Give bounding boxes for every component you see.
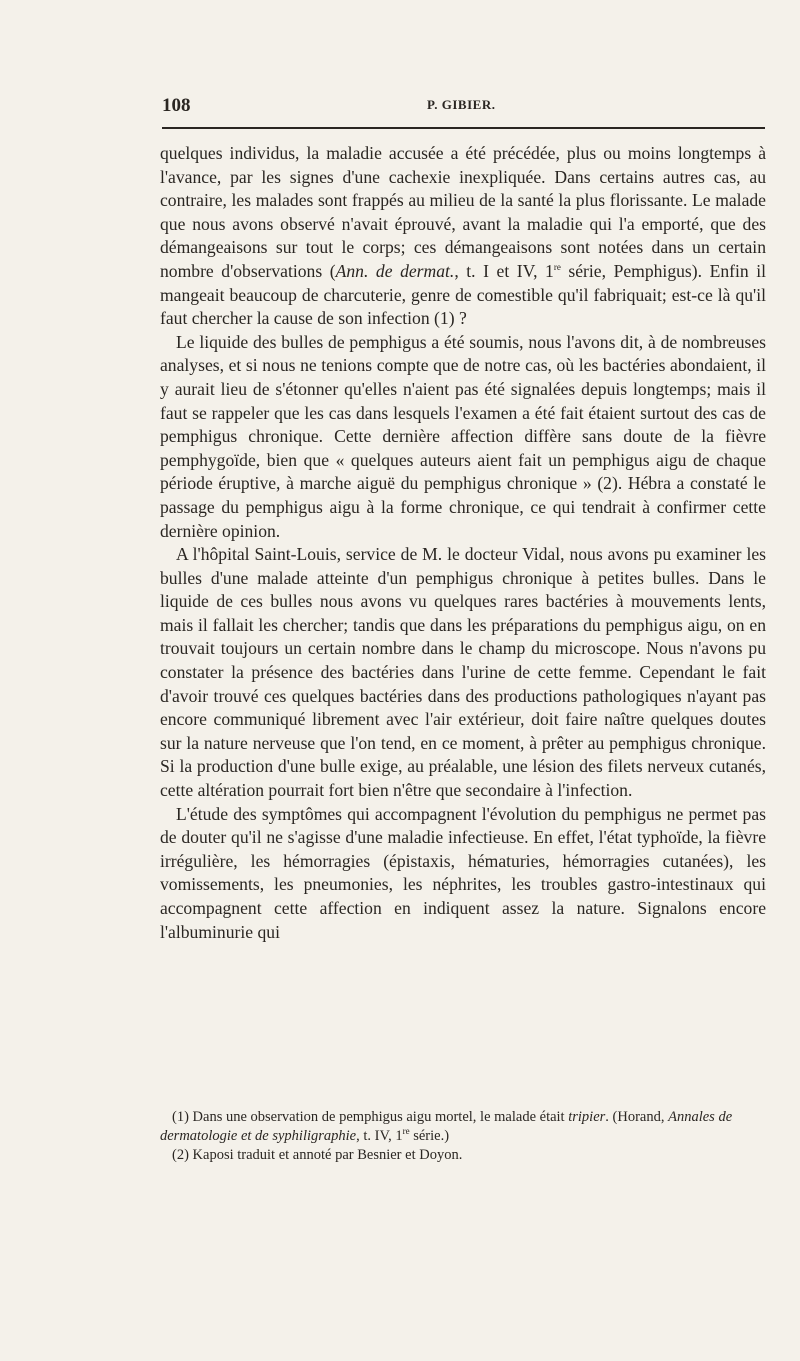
paragraph-3: A l'hôpital Saint-Louis, service de M. le docteur Vidal, nous avons pu examiner les bulles d'une malade atteinte d'un pemphigus chronique à petites bulles. Dans le liquide de ces bulles nous avons vu quelques rares bactéries à mouvements lents, mais il fallait les chercher; tandis que dans les préparations du pemphigus aigu, on en trouvait toujours un certain nombre dans le champ du microscope. Nous n'avons pu constater la présence des bactéries dans l'urine de cette femme. Cependant le fait d'avoir trouvé ces quelques bactéries dans des productions pathologiques n'ayant pas encore communiqué librement avec l'air extérieur, doit faire naître quelques doutes sur la nature nerveuse que l'on tend, en ce moment, à prêter au pemphigus chronique. Si la production d'une bulle exige, au préalable, une lésion des filets nerveux cutanés, cette altération pourrait fort bien n'être que secondaire à l'infection. [160,544,766,801]
footnote-1-text-c: , t. IV, 1 [356,1128,403,1144]
footnote-2: (2) Kaposi traduit et annoté par Besnier et Doyon. [172,1147,463,1163]
header-rule [162,127,765,129]
body-text [160,142,766,944]
paragraph-2: Le liquide des bulles de pemphigus a été soumis, nous l'avons dit, à de nombreuses analyses, et si nous ne tenions compte que de notre cas, où les bactéries abondaient, il y aurait lieu de s'étonner qu'elles n'aient pas été signalées depuis longtemps; mais il faut se rappeler que les cas dans lesquels l'examen a été fait étaient surtout des cas de pemphigus chronique. Cette dernière affection diffère sans doute de la fièvre pemphygoïde, bien que « quelques auteurs aient fait un pemphigus aigu de chaque période éruptive, à marche aiguë du pemphigus chronique » (2). Hébra a constaté le passage du pemphigus aigu à la forme chronique, ce qui tendrait à confirmer cette dernière opinion. [160,331,766,541]
footnote-1-text-a: (1) Dans une observation de pemphigus aigu mortel, le malade était [172,1109,569,1125]
paragraph-1-text-b: , t. I et IV, 1 [454,260,554,281]
footnote-1 [160,1108,766,1146]
paragraph-1-text-a: quelques individus, la maladie accusée a été précédée, plus ou moins longtemps à l'avance, par les signes d'une cachexie inexpliquée. Dans certains autres cas, au contraire, les malades sont frappés au milieu de la santé la plus florissante. Le malade que nous avons observé n'avait éprouvé, avant la maladie qui l'a emporté, que des démangeaisons sur tout le corps; ces démangeaisons sont notées dans un certain nombre d'observations ( [160,143,766,281]
footnote-1-italic-1: tripier [568,1109,606,1125]
paragraph-1 [160,142,766,331]
footnote-1-italic-2: Annales de dermatologie et de syphiligraphie [160,1109,733,1144]
paragraph-1-text-c: série, Pemphigus). Enfin il mangeait beaucoup de charcuterie, genre de comestible qu'il fabriquait; est-ce là qu'il faut chercher la cause de son infection (1) ? [160,260,766,329]
page-header [162,95,765,121]
paragraph-4: L'étude des symptômes qui accompagnent l'évolution du pemphigus ne permet pas de douter qu'il ne s'agisse d'une maladie infectieuse. En effet, l'état typhoïde, la fièvre irrégulière, les hémorragies (épistaxis, hématuries, hémorragies cutanées), les vomissements, les pneumonies, les néphrites, les troubles gastro-intestinaux qui accompagnent cette affection en indiquent assez la nature. Signalons encore l'albuminurie qui [160,803,766,942]
footnote-1-text-d: série.) [409,1128,450,1144]
page-number: 108 [162,95,191,116]
journal-reference: Ann. de dermat. [335,260,455,281]
footnote-1-text-b: . (Horand, [605,1109,669,1125]
superscript: re [553,262,561,273]
footnote-1-superscript: re [402,1126,410,1137]
running-head: P. GIBIER. [427,97,496,112]
footnotes [160,1108,766,1165]
